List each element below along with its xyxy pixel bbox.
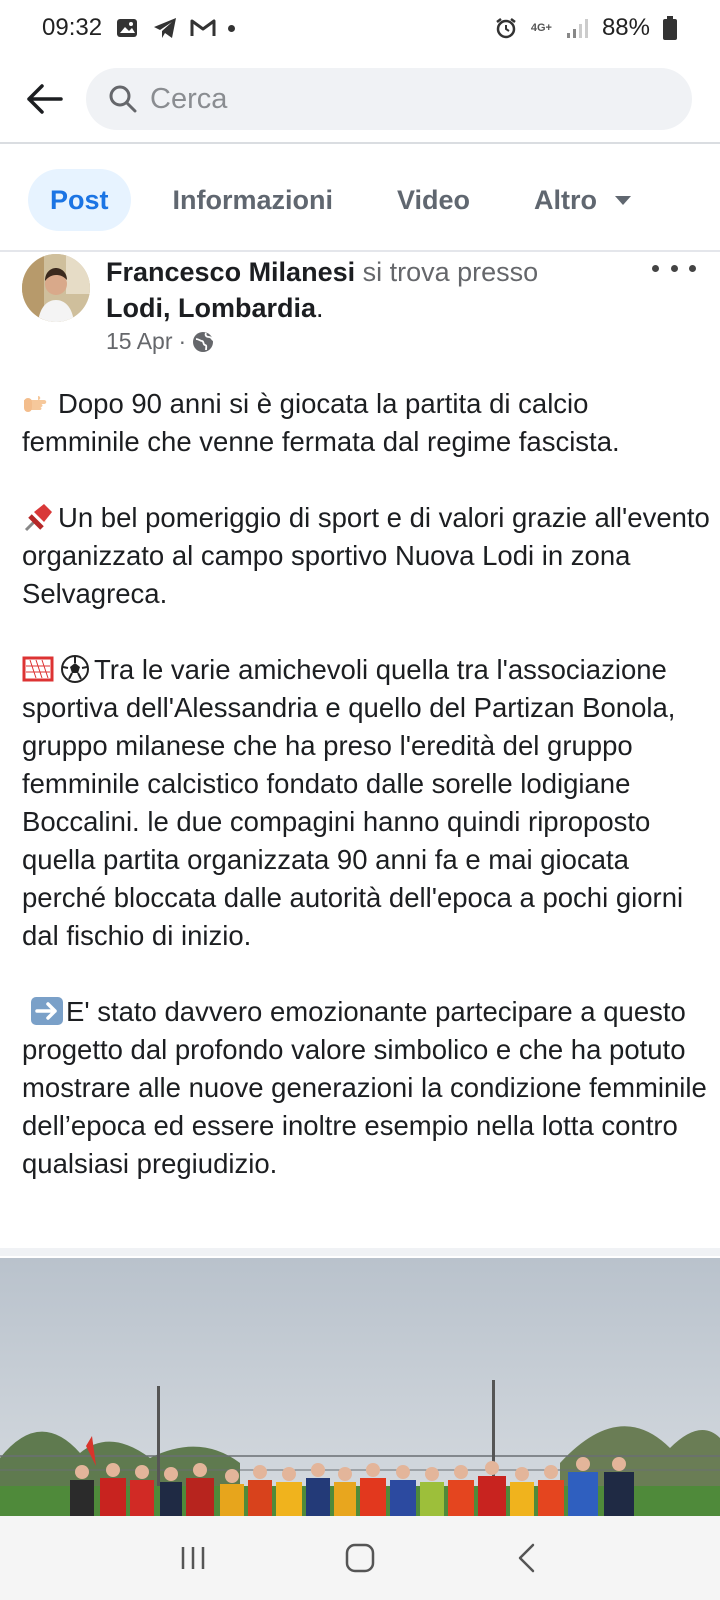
post-text xyxy=(22,385,710,1221)
status-right xyxy=(493,14,678,42)
globe-icon xyxy=(192,331,214,353)
right-arrow-emoji xyxy=(30,996,64,1026)
post-paragraph xyxy=(22,651,710,955)
profile-tabs xyxy=(0,160,720,240)
back-arrow-icon xyxy=(25,83,63,115)
battery-icon xyxy=(662,15,678,41)
paragraph-1-text: Dopo 90 anni si è giocata la partita di calcio femminile che venne fermata dal regime fascista. xyxy=(22,388,620,457)
pointing-hand-emoji xyxy=(22,388,56,418)
goal-net-emoji xyxy=(22,654,56,684)
location-suffix: . xyxy=(316,293,324,323)
system-nav-bar xyxy=(0,1516,720,1600)
gmail-notification-icon xyxy=(190,15,216,41)
search-input[interactable] xyxy=(150,83,670,116)
back-chevron-icon xyxy=(515,1542,539,1574)
search-header xyxy=(0,56,720,144)
post-photo[interactable] xyxy=(0,1258,720,1516)
tab-informazioni[interactable] xyxy=(151,169,356,231)
home-icon xyxy=(344,1542,376,1574)
network-type-label: 4G+ xyxy=(530,22,552,34)
more-options-icon xyxy=(652,265,659,272)
back-button[interactable] xyxy=(22,77,66,121)
post-author-line xyxy=(106,254,666,326)
post-paragraph xyxy=(22,385,710,461)
search-icon xyxy=(108,84,138,114)
post-meta xyxy=(106,328,214,355)
more-options-dot xyxy=(689,265,696,272)
home-button[interactable] xyxy=(330,1528,390,1588)
more-options-button[interactable] xyxy=(652,256,696,280)
recent-apps-icon xyxy=(178,1543,208,1573)
post-header xyxy=(22,254,702,364)
tab-post-label: Post xyxy=(50,184,109,215)
tab-altro-label: Altro xyxy=(534,184,598,215)
status-left xyxy=(42,14,235,42)
tab-informazioni-label: Informazioni xyxy=(172,184,334,215)
content-divider xyxy=(0,1248,720,1256)
battery-percent: 88% xyxy=(601,14,650,41)
tab-video[interactable] xyxy=(375,169,492,231)
meta-separator: · xyxy=(178,328,187,354)
caret-down-icon xyxy=(615,196,631,205)
paragraph-3-text: Tra le varie amichevoli quella tra l'associazione sportiva dell'Alessandria e quello del Partizan Bonola, gruppo milanese che ha preso l'eredità del gruppo femminile calcistico fondato dalle sorelle lodigiane Boccalini. le due compagini hanno quindi riproposto quella partita organizzata 90 anni fa e mai giocata perché bloccata dalle autorità dell'epoca a pochi giorni dal fischio di inizio. xyxy=(22,654,684,951)
more-notifications-dot-icon xyxy=(228,25,235,32)
tab-post[interactable] xyxy=(28,169,131,231)
location-link[interactable]: Lodi, Lombardia xyxy=(106,293,317,323)
search-bar[interactable] xyxy=(86,68,692,130)
more-options-dot xyxy=(671,265,678,272)
team-photo-image xyxy=(0,1258,720,1516)
signal-icon xyxy=(564,15,590,41)
post-paragraph xyxy=(22,499,710,613)
tab-video-label: Video xyxy=(397,184,471,215)
avatar[interactable] xyxy=(22,254,90,322)
post-paragraph xyxy=(22,993,710,1183)
gallery-notification-icon xyxy=(114,15,140,41)
location-prefix: si trova presso xyxy=(362,257,539,287)
post-date[interactable]: 15 Apr xyxy=(106,328,173,354)
tab-altro[interactable] xyxy=(512,169,653,231)
paragraph-2-text: Un bel pomeriggio di sport e di valori grazie all'evento organizzato al campo sportivo Nuova Lodi in zona Selvagreca. xyxy=(22,502,710,609)
status-time: 09:32 xyxy=(42,14,103,41)
alarm-icon xyxy=(493,15,519,41)
author-name[interactable]: Francesco Milanesi xyxy=(106,257,356,287)
recent-apps-button[interactable] xyxy=(163,1528,223,1588)
paragraph-4-text: E' stato davvero emozionante partecipare a questo progetto dal profondo valore simbolico e che ha potuto mostrare alle nuove generazioni la condizione femminile dell’epoca ed essere inoltre esempio nella lotta contro qualsiasi pregiudizio. xyxy=(22,996,707,1179)
pushpin-emoji xyxy=(22,502,56,532)
telegram-notification-icon xyxy=(152,15,178,41)
status-bar xyxy=(0,0,720,56)
soccer-ball-emoji xyxy=(58,654,92,684)
back-nav-button[interactable] xyxy=(497,1528,557,1588)
header-divider xyxy=(0,250,720,252)
